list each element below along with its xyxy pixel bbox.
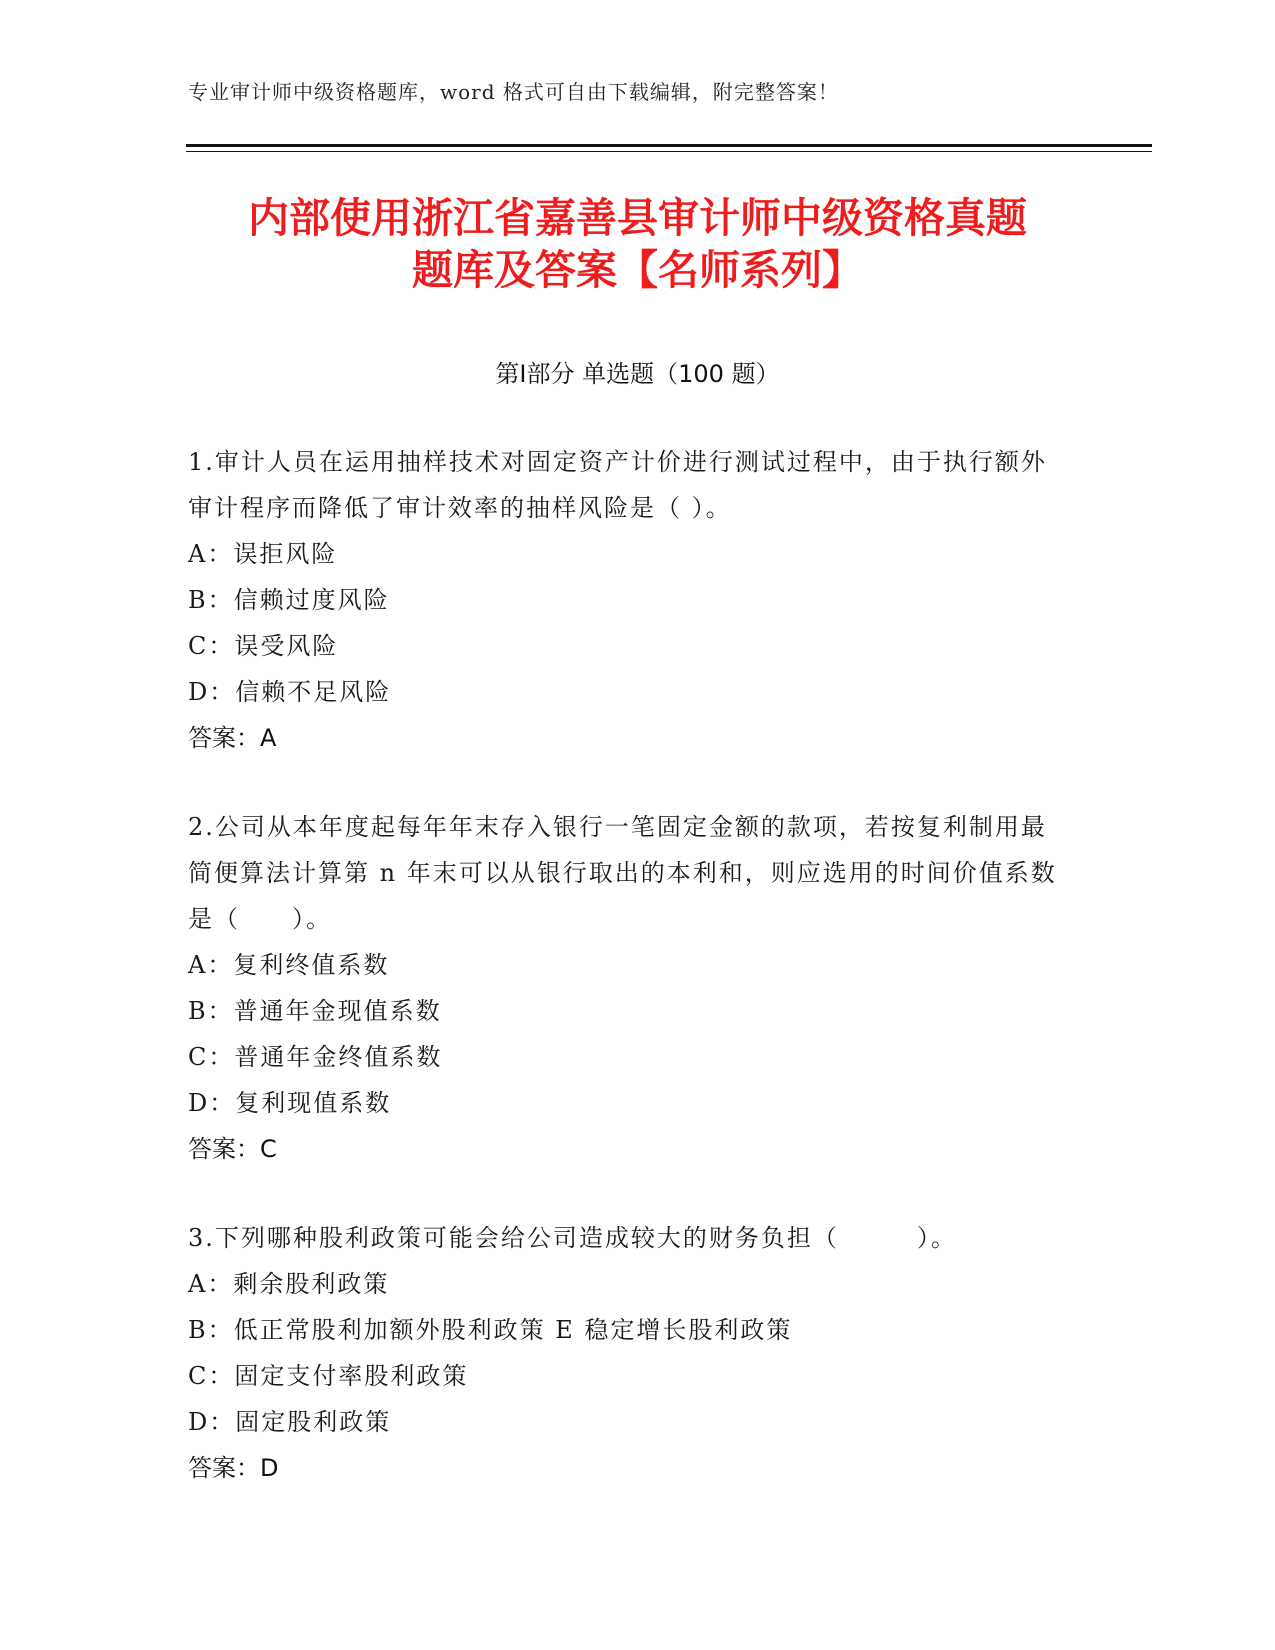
option-c: C：固定支付率股利政策: [188, 1362, 469, 1390]
option-d: D：固定股利政策: [188, 1408, 392, 1436]
option-d: D：复利现值系数: [188, 1089, 392, 1117]
answer: 答案：C: [188, 1135, 277, 1163]
option-c: C：普通年金终值系数: [188, 1043, 443, 1071]
answer: 答案：A: [188, 724, 277, 752]
option-c: C：误受风险: [188, 632, 339, 660]
document-title-line-2: 题库及答案【名师系列】: [412, 246, 863, 294]
question-stem: 3.下列哪种股利政策可能会给公司造成较大的财务负担（ ）。: [188, 1224, 957, 1252]
question-stem: 1.审计人员在运用抽样技术对固定资产计价进行测试过程中，由于执行额外审计程序而降低了审计效率的抽样风险是（ ）。: [188, 448, 1047, 522]
question-2: [188, 804, 1060, 1172]
question-1: [188, 439, 1060, 761]
option-d: D：信赖不足风险: [188, 678, 392, 706]
option-a: A：剩余股利政策: [188, 1270, 390, 1298]
option-b: B：低正常股利加额外股利政策 E 稳定增长股利政策: [188, 1316, 793, 1344]
answer: 答案：D: [188, 1454, 279, 1482]
header-note: 专业审计师中级资格题库，word 格式可自由下载编辑，附完整答案！: [188, 80, 839, 104]
header-rule-thick: [186, 144, 1152, 147]
option-b: B：信赖过度风险: [188, 586, 390, 614]
question-stem: 2.公司从本年度起每年年末存入银行一笔固定金额的款项，若按复利制用最简便算法计算第 n 年末可以从银行取出的本利和，则应选用的时间价值系数是（ ）。: [188, 813, 1057, 933]
document-title: [150, 192, 1125, 296]
question-3: [188, 1215, 1060, 1491]
section-heading: 第Ⅰ部分 单选题（100 题）: [495, 360, 780, 388]
option-a: A：误拒风险: [188, 540, 338, 568]
option-a: A：复利终值系数: [188, 951, 390, 979]
option-b: B：普通年金现值系数: [188, 997, 442, 1025]
question-list: [188, 439, 1060, 1534]
document-title-line-1: 内部使用浙江省嘉善县审计师中级资格真题: [248, 194, 1027, 242]
header-rule-thin: [186, 151, 1152, 152]
